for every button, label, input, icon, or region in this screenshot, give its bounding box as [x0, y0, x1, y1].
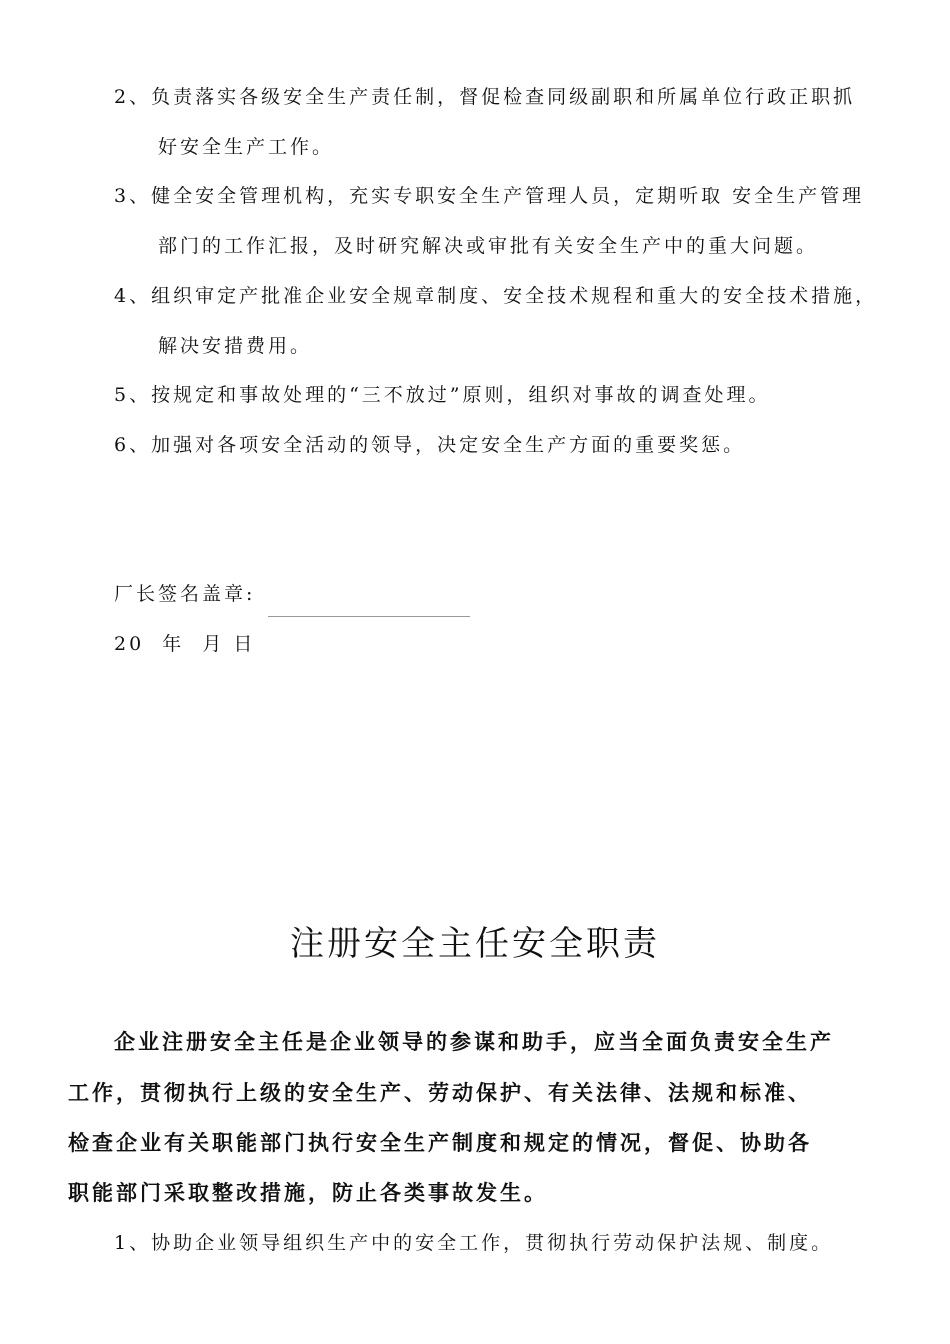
duty-item-4-line-1: 4、组织审定产批准企业安全规章制度、安全技术规程和重大的安全技术措施，: [114, 285, 878, 307]
duty-item-2-line-1: 2、负责落实各级安全生产责任制，督促检查同级副职和所属单位行政正职抓: [114, 86, 856, 108]
duty-item-3-line-1: 3、健全安全管理机构，充实专职安全生产管理人员，定期听取 安全生产管理: [114, 185, 865, 207]
duty-item-5: 5、按规定和事故处理的“三不放过”原则，组织对事故的调查处理。: [114, 384, 771, 406]
intro-line-2: 工作，贯彻执行上级的安全生产、劳动保护、有关法律、法规和标准、: [68, 1080, 812, 1105]
signature-date: 20 年 月 日: [114, 633, 256, 655]
intro-line-1: 企业注册安全主任是企业领导的参谋和助手，应当全面负责安全生产: [114, 1029, 834, 1054]
duty-item-2-line-2: 好安全生产工作。: [158, 136, 335, 158]
duty-item-4-line-2: 解决安措费用。: [158, 335, 313, 357]
intro-line-4: 职能部门采取整改措施，防止各类事故发生。: [68, 1180, 548, 1205]
signature-label: 厂长签名盖章:: [114, 583, 256, 605]
signature-line: [268, 616, 470, 617]
duty-item-3-line-2: 部门的工作汇报，及时研究解决或审批有关安全生产中的重大问题。: [158, 235, 819, 257]
intro-line-3: 检查企业有关职能部门执行安全生产制度和规定的情况，督促、协助各: [68, 1130, 812, 1155]
section-title: 注册安全主任安全职责: [290, 924, 660, 964]
duty-item-6: 6、加强对各项安全活动的领导，决定安全生产方面的重要奖惩。: [114, 434, 746, 456]
section-item-1: 1、协助企业领导组织生产中的安全工作，贯彻执行劳动保护法规、制度。: [114, 1232, 834, 1254]
